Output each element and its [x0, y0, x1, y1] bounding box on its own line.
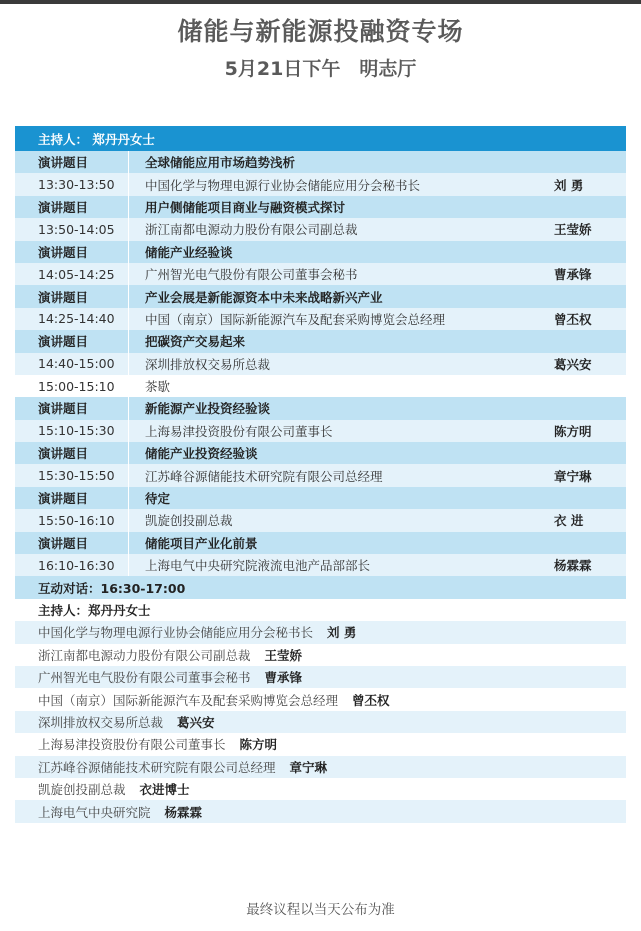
time-slot: 15:10-15:30 [38, 423, 115, 439]
talk-row [15, 464, 626, 486]
panelist-name: 刘 勇 [327, 625, 357, 641]
break-row [15, 375, 626, 397]
topic-row [15, 151, 626, 173]
panelist-name: 章宁琳 [289, 759, 328, 775]
panelist-row [15, 644, 626, 666]
speaker-position: 浙江南都电源动力股份有限公司副总裁 [145, 222, 358, 238]
speaker-position: 中国（南京）国际新能源汽车及配套采购博览会总经理 [145, 311, 446, 327]
speaker-position: 广州智光电气股份有限公司董事会秘书 [145, 267, 358, 283]
topic-title: 储能项目产业化前景 [145, 535, 258, 551]
panelist-position: 江苏峰谷源储能技术研究院有限公司总经理 [38, 759, 276, 775]
speaker-name: 葛兴安 [554, 356, 592, 372]
panelist-row [15, 621, 626, 643]
talk-row [15, 420, 626, 442]
topic-label: 演讲题目 [38, 334, 89, 350]
panelist-row [15, 778, 626, 800]
topic-title: 用户侧储能项目商业与融资模式探讨 [145, 199, 346, 215]
topic-row [15, 241, 626, 263]
panelist-row [15, 711, 626, 733]
panelist-name: 曹承锋 [264, 670, 303, 686]
panelist-row [15, 800, 626, 822]
session-date-venue: 5月21日下午 明志厅 [224, 58, 417, 80]
panelist-position: 中国（南京）国际新能源汽车及配套采购博览会总经理 [38, 692, 339, 708]
speaker-position: 深圳排放权交易所总裁 [145, 356, 271, 372]
topic-title: 把碳资产交易起来 [145, 334, 246, 350]
time-slot: 16:10-16:30 [38, 557, 115, 573]
time-slot: 14:25-14:40 [38, 311, 115, 327]
topic-row [15, 196, 626, 218]
speaker-position: 上海电气中央研究院液流电池产品部部长 [145, 558, 371, 574]
topic-row [15, 397, 626, 419]
time-slot: 13:50-14:05 [38, 221, 115, 237]
speaker-position: 中国化学与物理电源行业协会储能应用分会秘书长 [145, 177, 421, 193]
panelist-position: 上海易津投资股份有限公司董事长 [38, 737, 226, 753]
talk-row [15, 353, 626, 375]
talk-row [15, 509, 626, 531]
speaker-position: 上海易津投资股份有限公司董事长 [145, 423, 333, 439]
topic-title: 全球储能应用市场趋势浅析 [145, 155, 296, 171]
host-row: 主持人： 郑丹丹女士 [15, 126, 626, 151]
panelist-name: 衣进博士 [139, 782, 190, 798]
talk-row [15, 554, 626, 576]
topic-label: 演讲题目 [38, 535, 89, 551]
panelist-position: 凯旋创投副总裁 [38, 782, 126, 798]
panelist-name: 曾丕权 [352, 692, 390, 708]
schedule-list [15, 151, 626, 576]
speaker-name: 陈方明 [554, 423, 592, 439]
speaker-name: 杨霖霖 [554, 558, 592, 574]
panelist-position: 广州智光电气股份有限公司董事会秘书 [38, 670, 251, 686]
speaker-position: 江苏峰谷源储能技术研究院有限公司总经理 [145, 468, 383, 484]
topic-row [15, 442, 626, 464]
speaker-name: 曹承锋 [554, 267, 592, 283]
topic-title: 储能产业经验谈 [145, 244, 233, 260]
panelist-row [15, 666, 626, 688]
talk-row [15, 308, 626, 330]
speaker-position: 茶歇 [145, 379, 171, 395]
panelist-list [15, 621, 626, 823]
panelist-name: 杨霖霖 [164, 804, 203, 820]
panelist-row [15, 756, 626, 778]
top-bar [0, 0, 641, 4]
time-slot: 14:05-14:25 [38, 266, 115, 282]
topic-label: 演讲题目 [38, 244, 89, 260]
topic-label: 演讲题目 [38, 289, 89, 305]
interaction-row: 互动对话：16:30-17:00 [15, 576, 626, 598]
page-title: 储能与新能源投融资专场 [177, 17, 464, 46]
panelist-name: 陈方明 [239, 737, 278, 753]
speaker-name: 刘 勇 [554, 177, 584, 193]
speaker-name: 王莹娇 [554, 222, 592, 238]
agenda-table [15, 126, 626, 823]
topic-row [15, 285, 626, 307]
topic-label: 演讲题目 [38, 401, 89, 417]
speaker-name: 衣 进 [554, 513, 584, 529]
speaker-name: 曾丕权 [554, 311, 592, 327]
time-slot: 15:30-15:50 [38, 468, 115, 484]
time-slot: 15:50-16:10 [38, 512, 115, 528]
panelist-name: 葛兴安 [177, 714, 215, 730]
topic-row [15, 532, 626, 554]
panelist-position: 中国化学与物理电源行业协会储能应用分会秘书长 [38, 625, 314, 641]
topic-label: 演讲题目 [38, 446, 89, 462]
talk-row [15, 263, 626, 285]
topic-title: 储能产业投资经验谈 [145, 446, 258, 462]
time-slot: 13:30-13:50 [38, 177, 115, 193]
topic-row [15, 487, 626, 509]
panelist-name: 王莹娇 [264, 647, 303, 663]
panelist-position: 深圳排放权交易所总裁 [38, 714, 164, 730]
talk-row [15, 218, 626, 240]
talk-row [15, 173, 626, 195]
footer-note: 最终议程以当天公布为准 [246, 902, 395, 918]
speaker-name: 章宁琳 [554, 468, 592, 484]
topic-row [15, 330, 626, 352]
topic-label: 演讲题目 [38, 155, 89, 171]
time-slot: 15:00-15:10 [38, 378, 115, 394]
topic-title: 待定 [145, 491, 171, 507]
topic-label: 演讲题目 [38, 491, 89, 507]
panelist-row [15, 688, 626, 710]
panelist-row [15, 733, 626, 755]
time-slot: 14:40-15:00 [38, 356, 115, 372]
panelist-position: 浙江南都电源动力股份有限公司副总裁 [38, 647, 251, 663]
topic-title: 新能源产业投资经验谈 [145, 401, 271, 417]
panel-host-row: 主持人：郑丹丹女士 [15, 599, 626, 621]
topic-title: 产业会展是新能源资本中未来战略新兴产业 [145, 289, 383, 305]
panelist-position: 上海电气中央研究院 [38, 804, 151, 820]
speaker-position: 凯旋创投副总裁 [145, 513, 233, 529]
topic-label: 演讲题目 [38, 199, 89, 215]
